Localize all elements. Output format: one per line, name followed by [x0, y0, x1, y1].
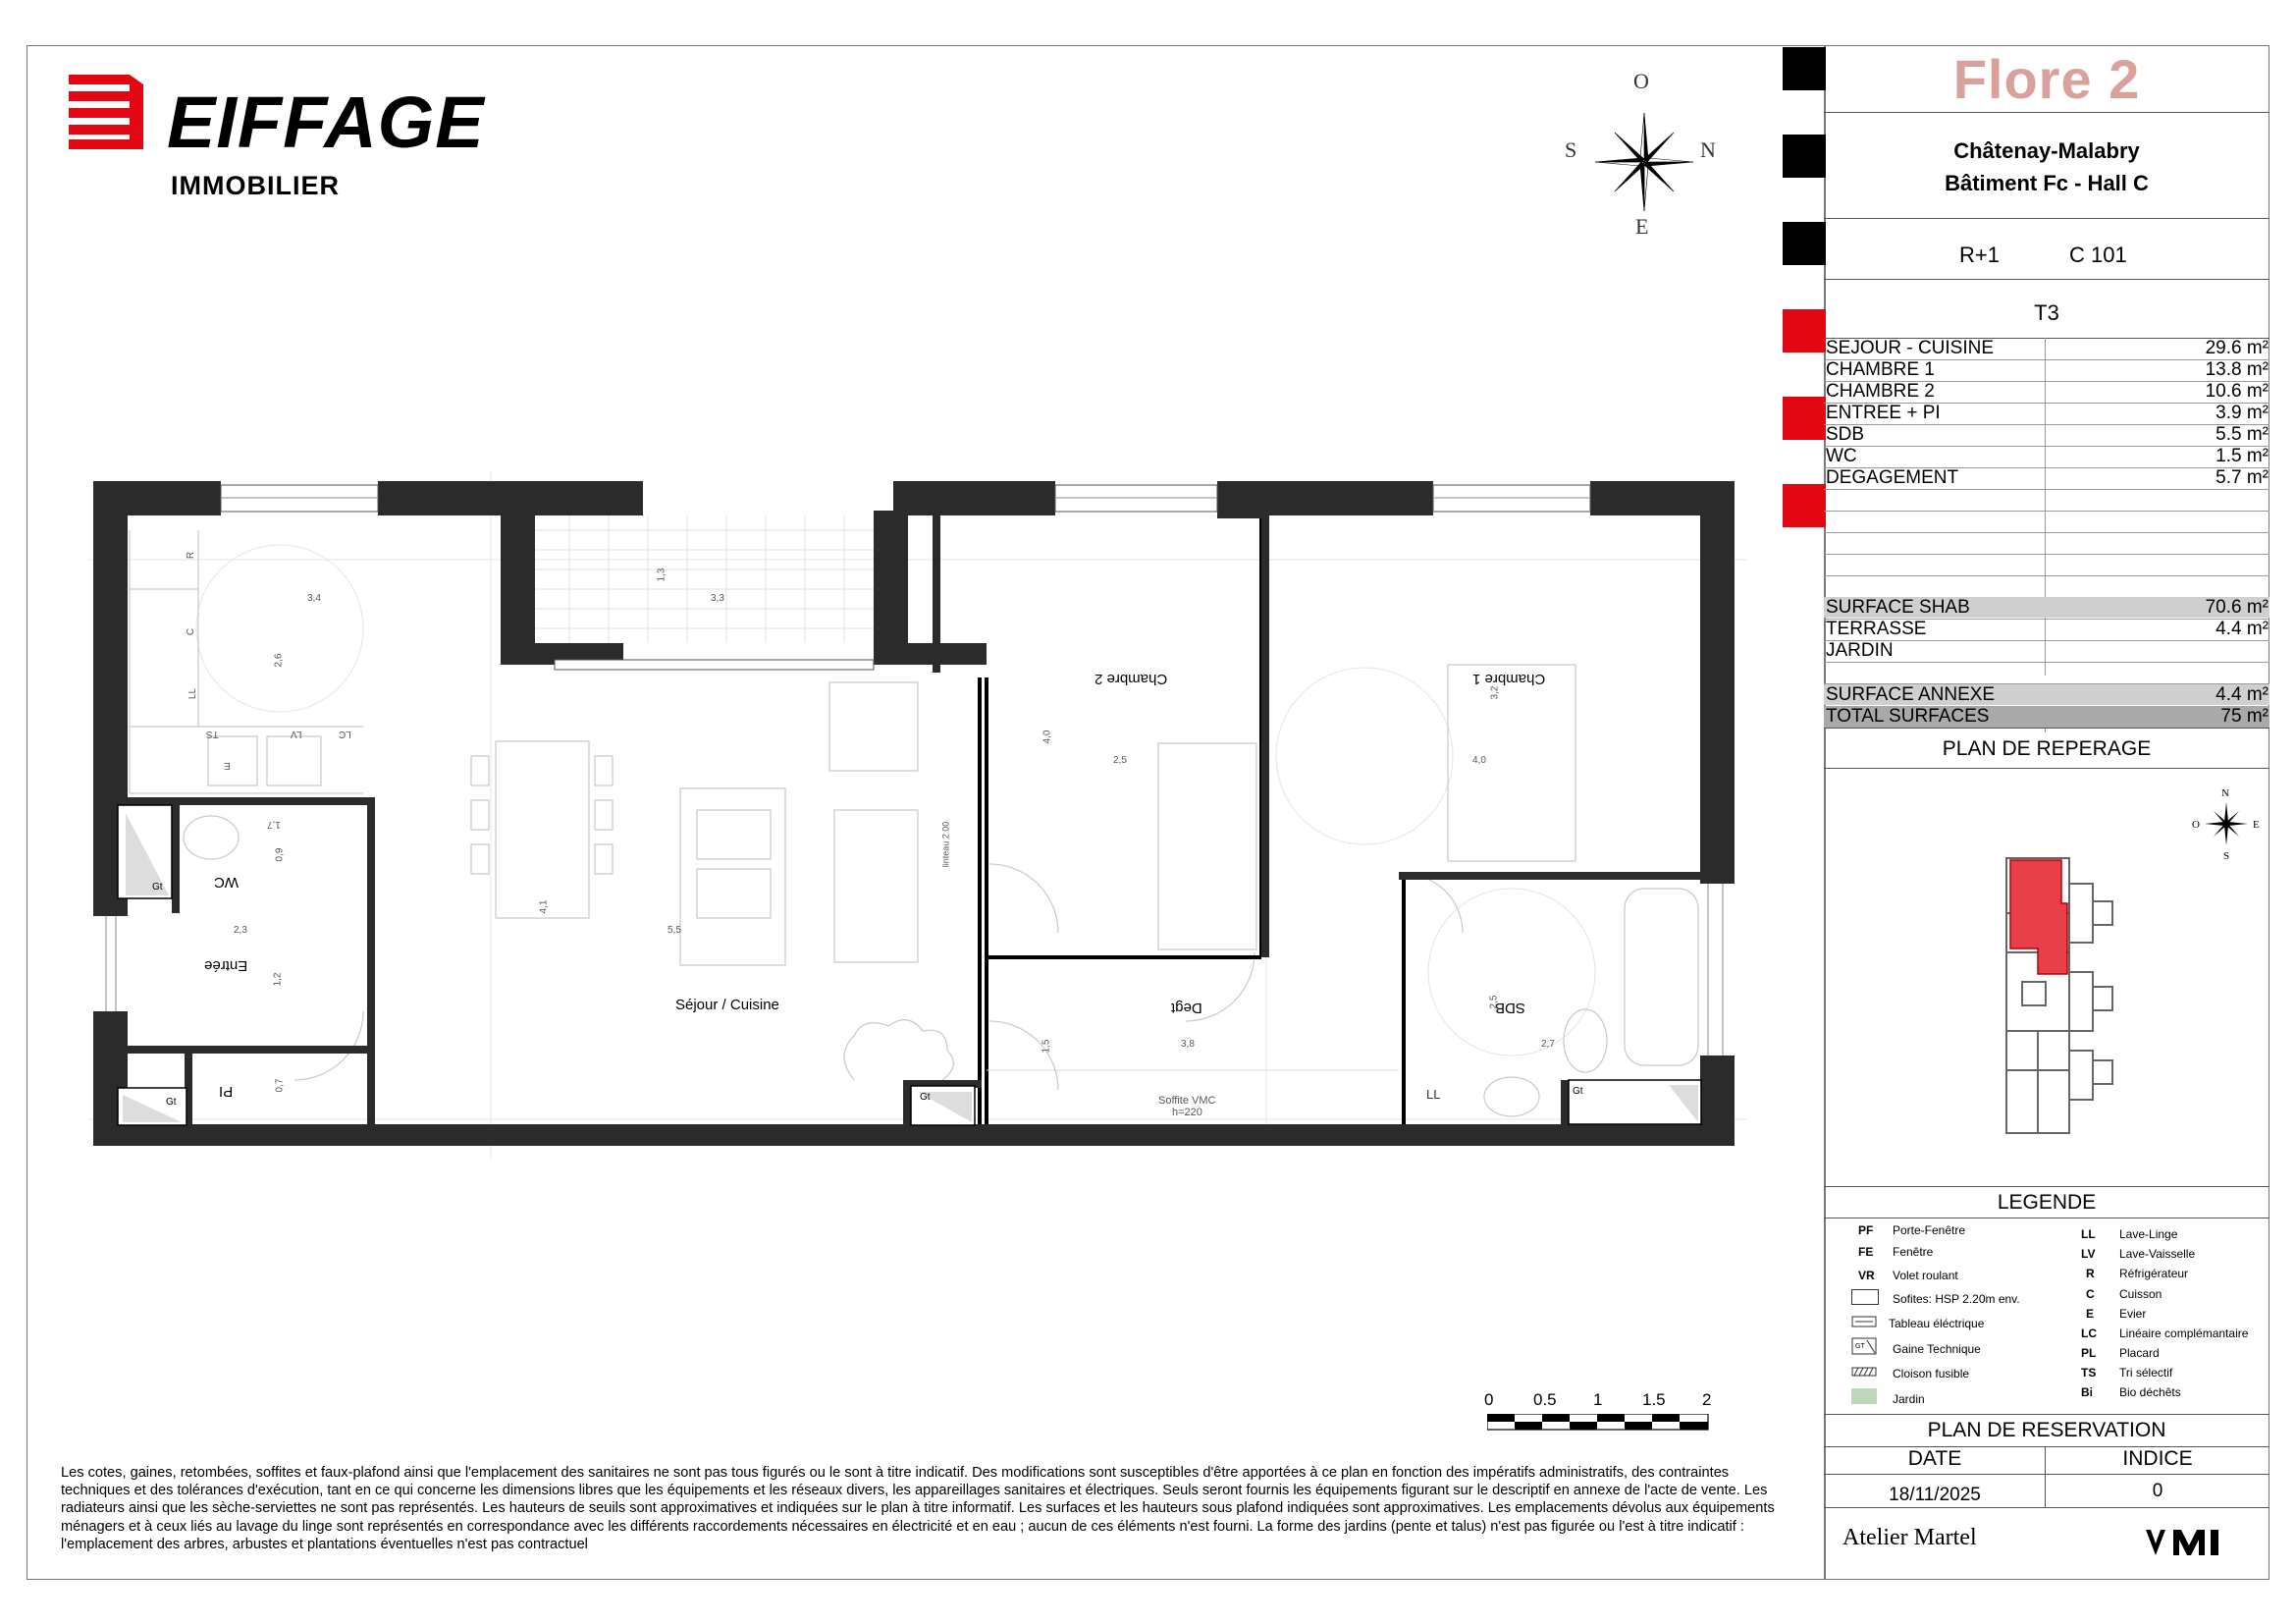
panel-divider — [1824, 45, 1826, 1580]
dimension: 0,9 — [274, 847, 286, 862]
floor-plan — [88, 471, 1757, 1159]
legal-notes: Les cotes, gaines, retombées, soffites et faux-plafond ainsi que l'emplacement des sanitaires ne sont pas tous figurés ou le sont à titre indicatif. Des modifications sont susceptibles d'être apportées à ce plan en fonction des impératifs administratifs, des contraintes techniques et des tolérances d'exécution, tant en ce qui concerne les dimensions libres que les équipements et les réseaux divers, les appareillages sanitaires et électriques. Seuls seront fournis les équipements figurant sur le descriptif en annexe de l'acte de vente. Les radiateurs ainsi que les sèche-serviettes ne sont pas représentés. Les hauteurs de seuils sont approximatives et indiquées sur le plan à titre informatif. Les surfaces et les hauteurs sous plafond indiquées sont approximatives. Les emplacements dévolus aux équipements ménagers et à ceux liés au lavage du linge sont représentés en correspondance avec les différents raccordements nécessaires en électricité et en eau ; aucun de ces éléments n'est fourni. La forme des jardins (pente et talus) n'est pas figurée ou l'est à titre indicatif : l'emplacement des arbres, arbustes et plantations éventuelles n'est pas contractuel — [61, 1465, 1775, 1552]
surface-label: CHAMBRE 2 — [1826, 381, 1935, 402]
dimension: 3,4 — [307, 593, 321, 604]
legend-code: LV — [2081, 1247, 2096, 1261]
architect-logo-icon — [2144, 1526, 2222, 1559]
index-label: INDICE — [2122, 1447, 2193, 1470]
legend-code: C — [2086, 1287, 2095, 1301]
project-logo: Flore 2 — [1952, 48, 2141, 110]
legend-code: TS — [2081, 1366, 2097, 1380]
legend-text: Placard — [2119, 1346, 2160, 1360]
divider — [1824, 279, 2269, 280]
legend-text: Linéaire complémantaire — [2119, 1326, 2249, 1340]
legend-text: Tableau éléctrique — [1889, 1317, 1985, 1330]
surface-label: SEJOUR - CUISINE — [1826, 338, 1995, 358]
surface-label: CHAMBRE 1 — [1826, 359, 1935, 380]
surface-value: 1.5 m² — [2216, 446, 2269, 466]
dimension: 5,5 — [667, 925, 681, 936]
shab-value: 70.6 m² — [2205, 597, 2269, 618]
room-label-chambre2: Chambre 2 — [1095, 671, 1168, 687]
surface-value: 5.7 m² — [2216, 467, 2269, 488]
legend-code: PF — [1858, 1223, 1874, 1237]
annexe-label: SURFACE ANNEXE — [1826, 684, 1996, 705]
compass-rose-icon — [1590, 108, 1698, 216]
scale-tick: 0 — [1484, 1390, 1494, 1409]
reperage-east: E — [2253, 819, 2260, 831]
legend-code: E — [2086, 1307, 2095, 1321]
surface-label: ENTREE + PI — [1826, 403, 1941, 423]
side-mark — [1783, 309, 1826, 352]
project-building: Bâtiment Fc - Hall C — [1945, 171, 2149, 195]
reperage-north: N — [2221, 787, 2229, 799]
side-mark — [1783, 397, 1826, 440]
divider — [1824, 575, 2269, 576]
divider — [1824, 662, 2269, 663]
project-level: R+1 — [1959, 243, 2000, 267]
legend-text: Lave-Vaisselle — [2119, 1247, 2196, 1261]
divider — [1824, 1507, 2269, 1508]
dimension: 4,0 — [1472, 755, 1486, 766]
architect-name: Atelier Martel — [1842, 1525, 1977, 1550]
terrasse-label: TERRASSE — [1826, 619, 1927, 639]
kitchen-ts: TS — [206, 729, 219, 739]
total-value: 75 m² — [2220, 706, 2269, 727]
dimension: 0,7 — [274, 1078, 286, 1093]
project-city: Châtenay-Malabry — [1953, 138, 2140, 163]
legend-code: PL — [2081, 1346, 2097, 1360]
compass-west-label: S — [1565, 137, 1577, 162]
divider — [1824, 112, 2269, 113]
brand-name: EIFFAGE — [167, 81, 485, 163]
legend-code: LC — [2081, 1326, 2097, 1340]
legend-code: Bi — [2081, 1385, 2093, 1399]
dimension: 3,2 — [1489, 685, 1501, 700]
annexe-value: 4.4 m² — [2216, 684, 2269, 705]
soffite-label: Soffite VMC — [1158, 1095, 1216, 1107]
surface-value: 13.8 m² — [2205, 359, 2269, 380]
brand-subtitle: IMMOBILIER — [171, 171, 340, 200]
kitchen-e: E — [224, 760, 231, 771]
room-label-degt: Degt — [1171, 1000, 1202, 1016]
fusible-partition-icon — [1851, 1367, 1877, 1377]
legend-title: LEGENDE — [1997, 1191, 2097, 1214]
divider — [1824, 424, 2269, 425]
scale-bar — [1487, 1414, 1713, 1437]
room-label-sdb: SDB — [1495, 1000, 1525, 1016]
divider — [1824, 1414, 2269, 1415]
technical-shaft-icon — [1851, 1337, 1877, 1355]
reperage-compass-icon — [2203, 800, 2250, 847]
dimension: 2,5 — [1113, 755, 1127, 766]
date-label: DATE — [1907, 1447, 1962, 1470]
divider — [1824, 1474, 2269, 1475]
soffite-height: h=220 — [1172, 1107, 1202, 1118]
side-mark — [1783, 135, 1826, 178]
legend-text: Jardin — [1893, 1392, 1925, 1406]
divider — [1824, 728, 2269, 729]
dimension: 2,7 — [1541, 1039, 1555, 1050]
compass-east-label: N — [1700, 137, 1716, 162]
building-key-plan — [2002, 854, 2120, 1139]
jardin-label: JARDIN — [1826, 640, 1894, 661]
legend-text: Fenêtre — [1893, 1245, 1934, 1259]
side-mark — [1783, 222, 1826, 265]
dimension: 4,1 — [538, 899, 550, 914]
legend-text: Tri sélectif — [2119, 1366, 2173, 1380]
divider — [1824, 768, 2269, 769]
kitchen-lc: LC — [339, 729, 351, 739]
column-separator — [2045, 338, 2046, 676]
legend-text: Bio déchêts — [2119, 1385, 2181, 1399]
garden-swatch-icon — [1851, 1388, 1877, 1404]
dimension: 1,3 — [656, 568, 667, 582]
room-label-chambre1: Chambre 1 — [1472, 671, 1546, 687]
reservation-date: 18/11/2025 — [1889, 1485, 1981, 1505]
divider — [1824, 511, 2269, 512]
room-label-entree: Entrée — [204, 957, 248, 974]
scale-tick: 1 — [1593, 1390, 1603, 1409]
divider — [1824, 489, 2269, 490]
dimension: 3,8 — [1181, 1039, 1195, 1050]
scale-tick: 2 — [1702, 1390, 1712, 1409]
kitchen-c: C — [186, 627, 197, 636]
legend-text: Volet roulant — [1893, 1269, 1958, 1282]
gt-label: Gt — [152, 882, 163, 893]
side-mark — [1783, 484, 1826, 527]
divider — [1824, 532, 2269, 533]
legend-text: Réfrigérateur — [2119, 1267, 2189, 1280]
room-label-sejour: Séjour / Cuisine — [675, 997, 779, 1013]
surface-value: 10.6 m² — [2205, 381, 2269, 402]
reperage-title: PLAN DE REPERAGE — [1942, 737, 2152, 760]
dimension: 1,5 — [1041, 1039, 1052, 1054]
legend-code: R — [2086, 1267, 2095, 1280]
terrasse-value: 4.4 m² — [2216, 619, 2269, 639]
technical-shaft-code: GT — [1855, 1343, 1865, 1350]
compass-south-label: E — [1635, 214, 1649, 239]
legend-code: FE — [1858, 1245, 1874, 1259]
side-mark — [1783, 47, 1826, 90]
room-label-wc: WC — [214, 874, 239, 891]
surface-value: 29.6 m² — [2205, 338, 2269, 358]
dimension: 4,0 — [1041, 730, 1053, 744]
surface-value: 5.5 m² — [2216, 424, 2269, 445]
legend-text: Porte-Fenêtre — [1893, 1223, 1966, 1237]
legend-text: Cloison fusible — [1893, 1367, 1970, 1380]
gt-label: Gt — [920, 1092, 931, 1103]
reservation-title: PLAN DE RESERVATION — [1927, 1419, 2166, 1441]
dimension: 2,5 — [1488, 995, 1500, 1009]
legend-text: Gaine Technique — [1893, 1342, 1981, 1356]
gt-label: Gt — [1573, 1086, 1583, 1097]
lintel-label: linteau 2.00 — [940, 821, 951, 868]
sofite-symbol-icon — [1851, 1289, 1879, 1305]
room-label-pi: PI — [219, 1083, 234, 1100]
legend-code: LL — [2081, 1227, 2096, 1241]
divider — [1824, 554, 2269, 555]
legend-text: Cuisson — [2119, 1287, 2163, 1301]
divider — [1824, 218, 2269, 219]
total-label: TOTAL SURFACES — [1826, 706, 1990, 727]
dimension: 2,3 — [234, 925, 247, 936]
shab-label: SURFACE SHAB — [1826, 597, 1970, 618]
electric-panel-icon — [1851, 1314, 1877, 1329]
reservation-index: 0 — [2152, 1481, 2163, 1501]
dimension: 3,3 — [711, 593, 724, 604]
project-lot: C 101 — [2069, 243, 2127, 267]
surface-label: WC — [1826, 446, 1857, 466]
dimension: 1,7 — [267, 819, 281, 830]
scale-tick: 1.5 — [1642, 1390, 1666, 1409]
kitchen-r: R — [186, 551, 197, 560]
kitchen-ll: LL — [187, 687, 199, 700]
dimension: 1,2 — [272, 972, 284, 987]
reperage-west: O — [2192, 819, 2200, 831]
eiffage-logo-icon — [69, 75, 143, 149]
legend-text: Evier — [2119, 1307, 2147, 1321]
divider — [1824, 446, 2269, 447]
surface-label: DEGAGEMENT — [1826, 467, 1959, 488]
dimension: 2,6 — [273, 653, 285, 668]
surface-label: SDB — [1826, 424, 1865, 445]
legend-text: Sofites: HSP 2.20m env. — [1893, 1292, 2020, 1306]
kitchen-lv: LV — [291, 729, 302, 739]
legend-code: VR — [1858, 1269, 1875, 1282]
compass-north-label: O — [1633, 69, 1649, 93]
surface-value: 3.9 m² — [2216, 403, 2269, 423]
legend-text: Lave-Linge — [2119, 1227, 2178, 1241]
divider — [1824, 1186, 2269, 1187]
scale-tick: 0.5 — [1533, 1390, 1557, 1409]
project-type: T3 — [2034, 300, 2059, 325]
gt-label: Gt — [166, 1097, 177, 1108]
sdb-ll-label: LL — [1426, 1087, 1441, 1102]
reperage-south: S — [2223, 850, 2230, 862]
